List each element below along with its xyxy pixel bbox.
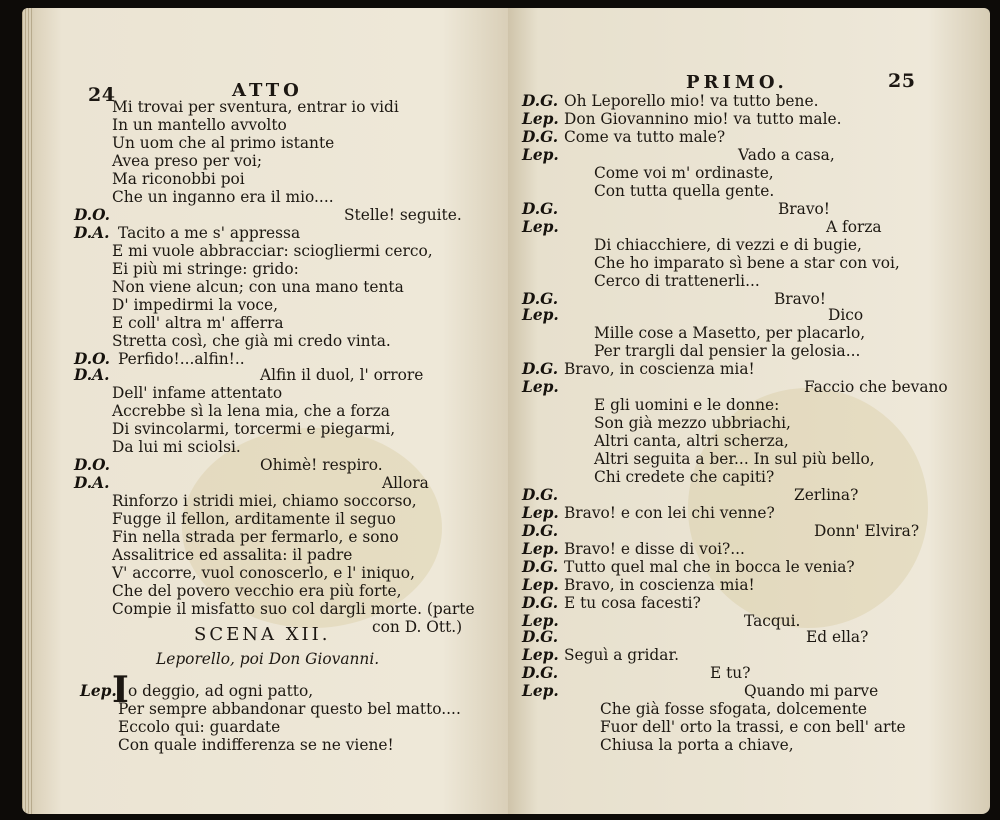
speaker-label: D.G. bbox=[522, 664, 559, 682]
speaker-label: D.A. bbox=[74, 224, 110, 242]
speaker-label: D.G. bbox=[522, 522, 559, 540]
speaker-label: Lep. bbox=[522, 378, 559, 396]
speaker-label: Lep. bbox=[522, 218, 559, 236]
verse-line: Avea preso per voi; bbox=[112, 152, 263, 170]
verse-line: Bravo! bbox=[778, 200, 830, 218]
verse-line: o deggio, ad ogni patto, bbox=[128, 682, 314, 700]
speaker-label: D.G. bbox=[522, 486, 559, 504]
verse-line: Chiusa la porta a chiave, bbox=[600, 736, 794, 754]
verse-line: Da lui mi sciolsi. bbox=[112, 438, 241, 456]
running-head: PRIMO. bbox=[686, 72, 788, 93]
verse-line: Che un inganno era il mio.... bbox=[112, 188, 334, 206]
verse-line: In un mantello avvolto bbox=[112, 116, 287, 134]
verse-line: Ei più mi stringe: grido: bbox=[112, 260, 299, 278]
verse-line: Tacito a me s' appressa bbox=[118, 224, 301, 242]
verse-line: E tu? bbox=[710, 664, 751, 682]
verse-line: Stretta così, che già mi credo vinta. bbox=[112, 332, 391, 350]
verse-line: E mi vuole abbracciar: sciogliermi cerco, bbox=[112, 242, 433, 260]
verse-line: Come va tutto male? bbox=[564, 128, 726, 146]
speaker-label: D.A. bbox=[74, 366, 110, 384]
drop-cap: I bbox=[112, 669, 129, 711]
verse-line: Mi trovai per sventura, entrar io vidi bbox=[112, 98, 399, 116]
speaker-label: D.G. bbox=[522, 92, 559, 110]
verse-line: Cerco di trattenerli... bbox=[594, 272, 760, 290]
verse-line: Di chiacchiere, di vezzi e di bugie, bbox=[594, 236, 862, 254]
verse-line: Che ho imparato sì bene a star con voi, bbox=[594, 254, 900, 272]
verse-line: Che già fosse sfogata, dolcemente bbox=[600, 700, 867, 718]
verse-line: Bravo, in coscienza mia! bbox=[564, 576, 755, 594]
speaker-label: D.O. bbox=[74, 206, 111, 224]
verse-line: Ma riconobbi poi bbox=[112, 170, 245, 188]
speaker-label: D.G. bbox=[522, 360, 559, 378]
speaker-label: D.A. bbox=[74, 474, 110, 492]
verse-line: Chi credete che capiti? bbox=[594, 468, 775, 486]
speaker-label: D.G. bbox=[522, 200, 559, 218]
right-page bbox=[508, 8, 990, 814]
speaker-label: Lep. bbox=[522, 540, 559, 558]
verse-line: E gli uomini e le donne: bbox=[594, 396, 780, 414]
verse-line: Un uom che al primo istante bbox=[112, 134, 335, 152]
verse-line: con D. Ott.) bbox=[372, 618, 463, 636]
speaker-label: Lep. bbox=[522, 612, 559, 630]
speaker-label: Lep. bbox=[522, 682, 559, 700]
verse-line: Accrebbe sì la lena mia, che a forza bbox=[112, 402, 390, 420]
verse-line: Bravo! e con lei chi venne? bbox=[564, 504, 775, 522]
verse-line: Non viene alcun; con una mano tenta bbox=[112, 278, 404, 296]
open-book bbox=[22, 8, 990, 814]
verse-line: Perfido!...alfin!.. bbox=[118, 350, 245, 368]
verse-line: Fin nella strada per fermarlo, e sono bbox=[112, 528, 399, 546]
left-page bbox=[22, 8, 508, 814]
verse-line: Tutto quel mal che in bocca le venia? bbox=[564, 558, 855, 576]
verse-line: Oh Leporello mio! va tutto bene. bbox=[564, 92, 819, 110]
verse-line: Ohimè! respiro. bbox=[260, 456, 383, 474]
verse-line: Altri seguita a ber... In sul più bello, bbox=[594, 450, 875, 468]
verse-line: Fuor dell' orto la trassi, e con bell' arte bbox=[600, 718, 906, 736]
speaker-label: Lep. bbox=[522, 306, 559, 324]
verse-line: Mille cose a Masetto, per placarlo, bbox=[594, 324, 866, 342]
verse-line: Dico bbox=[828, 306, 864, 324]
verse-line: Stelle! seguite. bbox=[344, 206, 462, 224]
speaker-label: D.G. bbox=[522, 128, 559, 146]
verse-line: V' accorre, vuol conoscerlo, e l' iniquo, bbox=[112, 564, 415, 582]
page-number: 24 bbox=[88, 84, 116, 106]
speaker-label: Lep. bbox=[522, 504, 559, 522]
verse-line: Ed ella? bbox=[806, 628, 869, 646]
verse-line: Vado a casa, bbox=[738, 146, 835, 164]
verse-line: Eccolo qui: guardate bbox=[118, 718, 281, 736]
verse-line: Quando mi parve bbox=[744, 682, 879, 700]
verse-line: Assalitrice ed assalita: il padre bbox=[112, 546, 353, 564]
verse-line: E coll' altra m' afferra bbox=[112, 314, 284, 332]
speaker-label: D.O. bbox=[74, 350, 111, 368]
speaker-label: Lep. bbox=[522, 576, 559, 594]
verse-line: Bravo! bbox=[774, 290, 826, 308]
verse-line: Con quale indifferenza se ne viene! bbox=[118, 736, 394, 754]
verse-line: Con tutta quella gente. bbox=[594, 182, 775, 200]
verse-line: Altri canta, altri scherza, bbox=[594, 432, 789, 450]
verse-line: Rinforzo i stridi miei, chiamo soccorso, bbox=[112, 492, 417, 510]
verse-line: Dell' infame attentato bbox=[112, 384, 283, 402]
speaker-label: D.G. bbox=[522, 290, 559, 308]
verse-line: Per sempre abbandonar questo bel matto.... bbox=[118, 700, 461, 718]
speaker-label: Lep. bbox=[522, 646, 559, 664]
scene-heading: SCENA XII. bbox=[194, 624, 331, 645]
verse-line: Fugge il fellon, arditamente il seguo bbox=[112, 510, 396, 528]
verse-line: A forza bbox=[826, 218, 882, 236]
verse-line: Bravo, in coscienza mia! bbox=[564, 360, 755, 378]
verse-line: Don Giovannino mio! va tutto male. bbox=[564, 110, 842, 128]
verse-line: Di svincolarmi, torcermi e piegarmi, bbox=[112, 420, 396, 438]
verse-line: Faccio che bevano bbox=[804, 378, 948, 396]
verse-line: Seguì a gridar. bbox=[564, 646, 680, 664]
verse-line: Bravo! e disse di voi?... bbox=[564, 540, 745, 558]
verse-line: Compie il misfatto suo col dargli morte. (parte bbox=[112, 600, 475, 618]
speaker-label: Lep. bbox=[522, 146, 559, 164]
speaker-label: D.O. bbox=[74, 456, 111, 474]
verse-line: Per trargli dal pensier la gelosia... bbox=[594, 342, 861, 360]
verse-line: Zerlina? bbox=[794, 486, 859, 504]
speaker-label: D.G. bbox=[522, 628, 559, 646]
verse-line: Alfin il duol, l' orrore bbox=[260, 366, 424, 384]
verse-line: Che del povero vecchio era più forte, bbox=[112, 582, 402, 600]
speaker-label: D.G. bbox=[522, 594, 559, 612]
verse-line: Come voi m' ordinaste, bbox=[594, 164, 774, 182]
verse-line: Donn' Elvira? bbox=[814, 522, 920, 540]
verse-line: Allora bbox=[382, 474, 429, 492]
speaker-label: Lep. bbox=[522, 110, 559, 128]
verse-line: E tu cosa facesti? bbox=[564, 594, 701, 612]
verse-line: Tacqui. bbox=[744, 612, 801, 630]
speaker-label: Lep. bbox=[80, 682, 117, 700]
scene-subtitle: Leporello, poi Don Giovanni. bbox=[156, 650, 380, 668]
verse-line: Son già mezzo ubbriachi, bbox=[594, 414, 791, 432]
verse-line: D' impedirmi la voce, bbox=[112, 296, 279, 314]
page-number: 25 bbox=[888, 70, 916, 92]
running-head: ATTO bbox=[232, 80, 303, 101]
speaker-label: D.G. bbox=[522, 558, 559, 576]
